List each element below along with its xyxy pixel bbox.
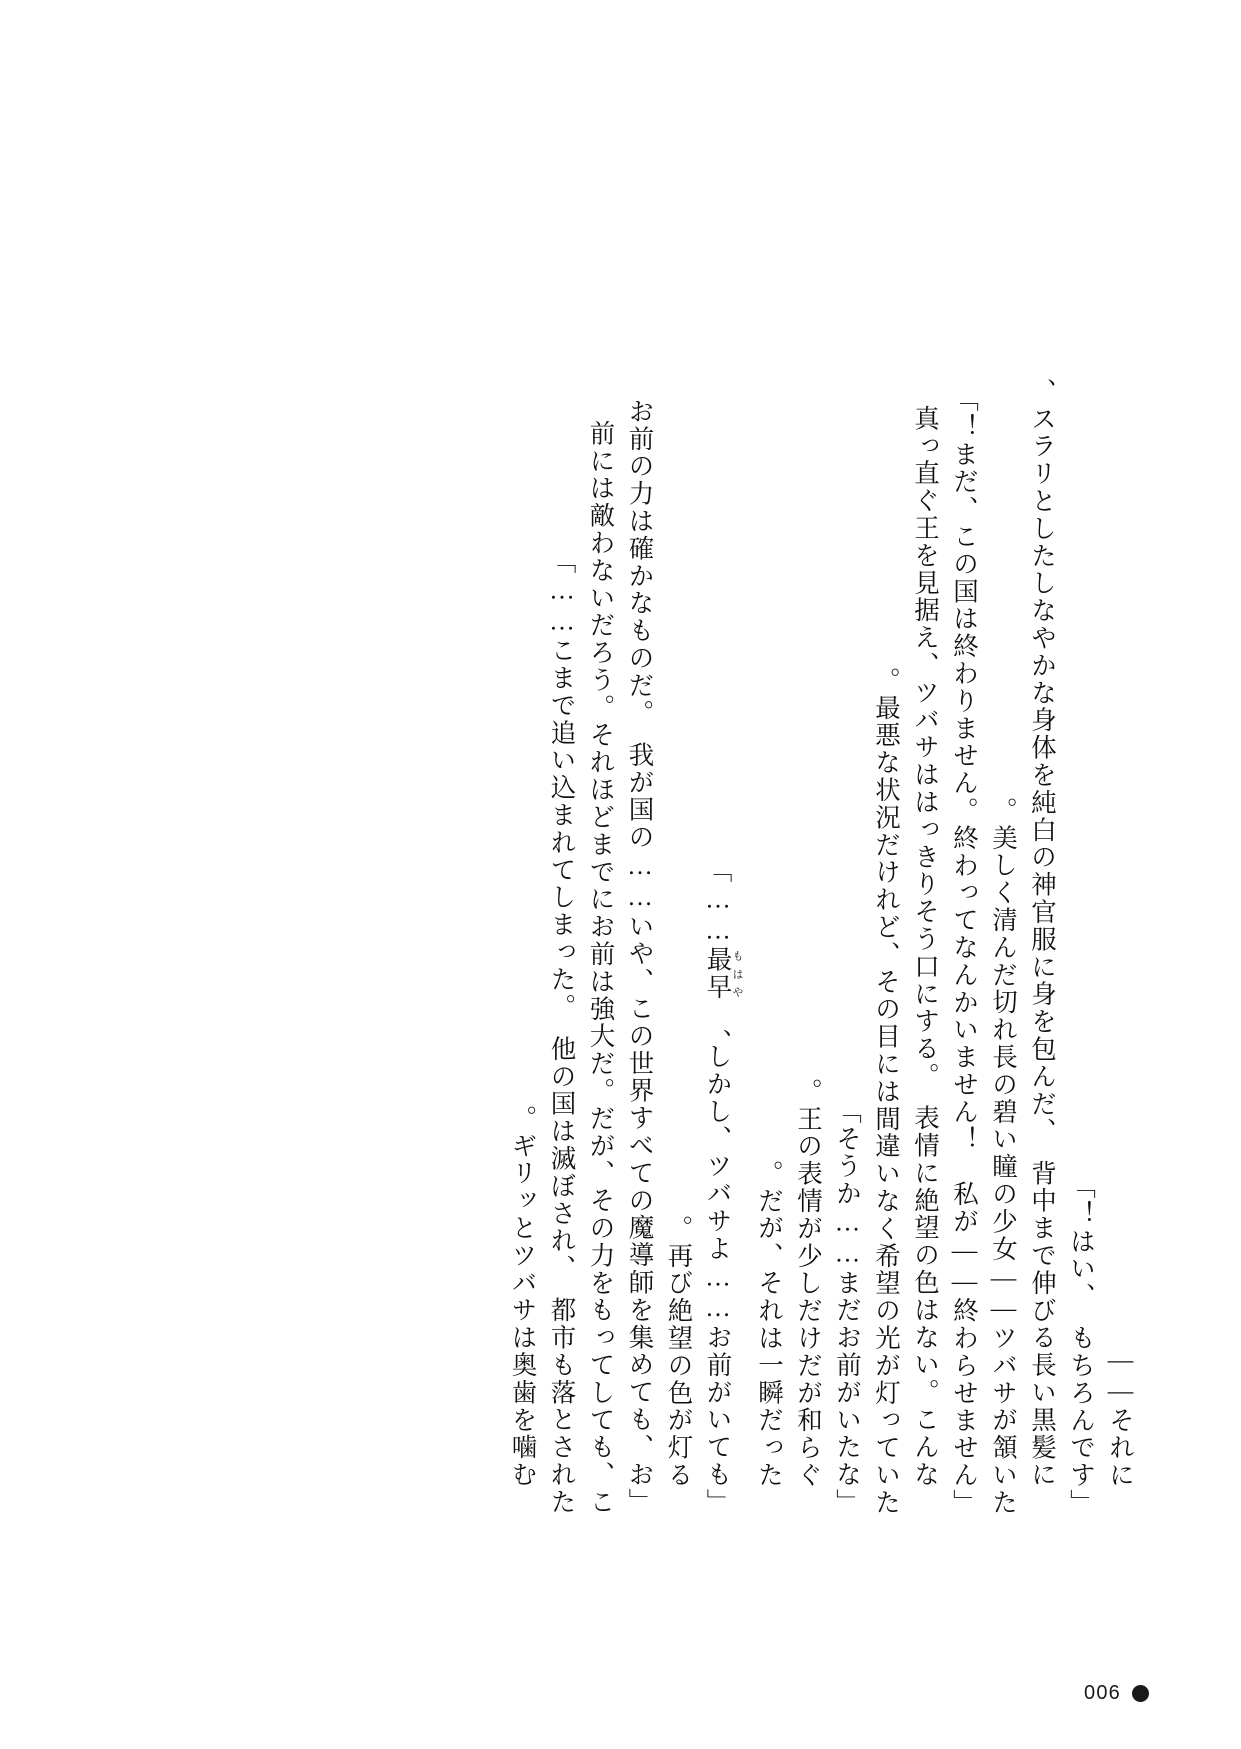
text-line: 「お前の力は確かなものだ。 我が国の……いや、この世界すべての魔導師を集めても、お — [625, 398, 655, 1516]
text-line: ギリッとツバサは奥歯を噛む。 — [508, 1104, 538, 1516]
text-line: 「はい、 もちろんです！」 — [1067, 1172, 1096, 1516]
text-line: 再び絶望の色が灯る。 — [664, 1214, 694, 1516]
text-line: 王の表情が少しだけだが和らぐ。 — [794, 1077, 823, 1516]
vertical-text-body — [108, 96, 1133, 1516]
page-folio — [1084, 1682, 1149, 1705]
text-line: 「まだ、この国は終わりません。終わってなんかいません！ 私が――終わらせません！」 — [950, 385, 979, 1516]
ruby-annotation: 最早もはや — [703, 946, 743, 1002]
text-line: こまで追い込まれてしまった。 他の国は滅ぼされ、 都市も落とされた……」 — [547, 548, 577, 1516]
text-line: 最悪な状況だけれど、その目には間違いなく希望の光が灯っていた。 — [872, 666, 901, 1516]
text-line: スラリとしたしなやかな身体を純白の神官服に身を包んだ、 背中まで伸びる長い黒髪に、 — [1028, 377, 1057, 1516]
text-line: 美しく清んだ切れ長の碧い瞳の少女――ツバサが頷いた。 — [989, 796, 1018, 1516]
text-line: それに―― — [1106, 1344, 1135, 1516]
text-line: 「そうか……まだお前がいたな」 — [833, 1097, 862, 1516]
page-number: 006 — [1084, 1682, 1121, 1704]
text-line: 前には敵わないだろう。それほどまでにお前は強大だ。だが、その力をもってしても、こ — [586, 420, 616, 1516]
text-line: だが、それは一瞬だった。 — [755, 1159, 784, 1516]
folio-dot-icon — [1132, 1685, 1149, 1702]
text-line-with-ruby: 「しかし、ツバサよ……お前がいても、 最早もはや……」 — [703, 857, 743, 1516]
text-line: 真っ直ぐ王を見据え、ツバサははっきりそう口にする。 表情に絶望の色はない。こんな — [911, 405, 940, 1516]
